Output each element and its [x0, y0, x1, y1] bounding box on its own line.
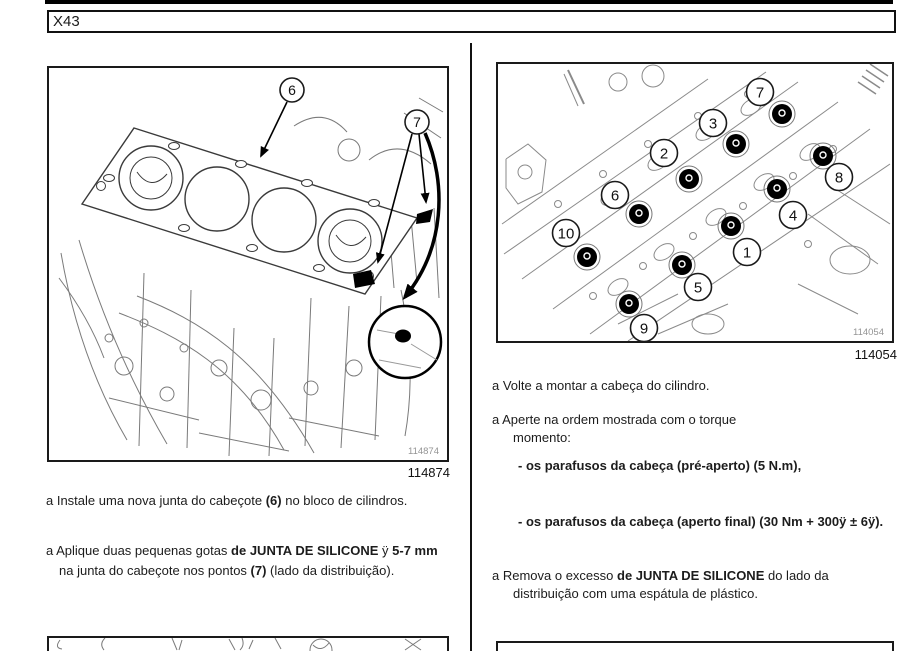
svg-text:6: 6	[610, 187, 620, 205]
left-text-column	[46, 0, 460, 651]
text-line: a Instale uma nova junta do cabeçote (6) no bloco de cilindros.	[46, 493, 408, 508]
svg-text:4: 4	[788, 207, 798, 225]
svg-text:2: 2	[659, 145, 669, 163]
text-line: distribuição com uma espátula de plástico.	[513, 586, 758, 601]
figure-caption: 114874	[407, 465, 450, 480]
svg-text:1: 1	[742, 244, 752, 262]
svg-text:8: 8	[834, 169, 844, 187]
figure-next-partial	[496, 641, 894, 651]
text-line: - os parafusos da cabeça (aperto final) (30 Nm + 300ÿ ± 6ÿ).	[518, 514, 884, 529]
text-line: a Volte a montar a cabeça do cilindro.	[492, 378, 710, 393]
figure-next-partial	[47, 636, 449, 651]
figure-watermark: 114054	[853, 327, 884, 338]
text-line: - os parafusos da cabeça (pré-aperto) (5 N.m),	[518, 458, 802, 473]
text-line: momento:	[513, 430, 571, 445]
paragraph	[46, 541, 460, 581]
page-code: X43	[53, 13, 80, 30]
svg-text:3: 3	[708, 115, 718, 133]
partial-line-art	[49, 638, 447, 651]
svg-text:5: 5	[693, 279, 703, 297]
svg-text:9: 9	[639, 320, 649, 338]
paragraph	[492, 411, 912, 447]
text-line: a Aplique duas pequenas gotas de JUNTA DE SILICONE ÿ 5-7 mm	[46, 543, 438, 558]
paragraph	[492, 377, 912, 395]
paragraph	[492, 513, 912, 531]
paragraph	[492, 567, 912, 603]
figure-caption: 114054	[854, 347, 897, 362]
text-line: na junta do cabeçote nos pontos (7) (lado da distribuição).	[59, 563, 395, 578]
svg-text:6: 6	[288, 82, 296, 99]
figure-watermark: 114874	[408, 446, 439, 457]
right-text-column	[492, 0, 912, 651]
svg-text:7: 7	[413, 114, 421, 131]
svg-text:7: 7	[755, 84, 765, 102]
svg-text:10: 10	[557, 225, 575, 243]
column-divider	[470, 43, 472, 651]
text-line: a Aperte na ordem mostrada com o torque	[492, 412, 737, 427]
paragraph	[492, 457, 912, 475]
paragraph	[46, 491, 460, 511]
text-line: a Remova o excesso de JUNTA DE SILICONE do lado da	[492, 568, 829, 583]
